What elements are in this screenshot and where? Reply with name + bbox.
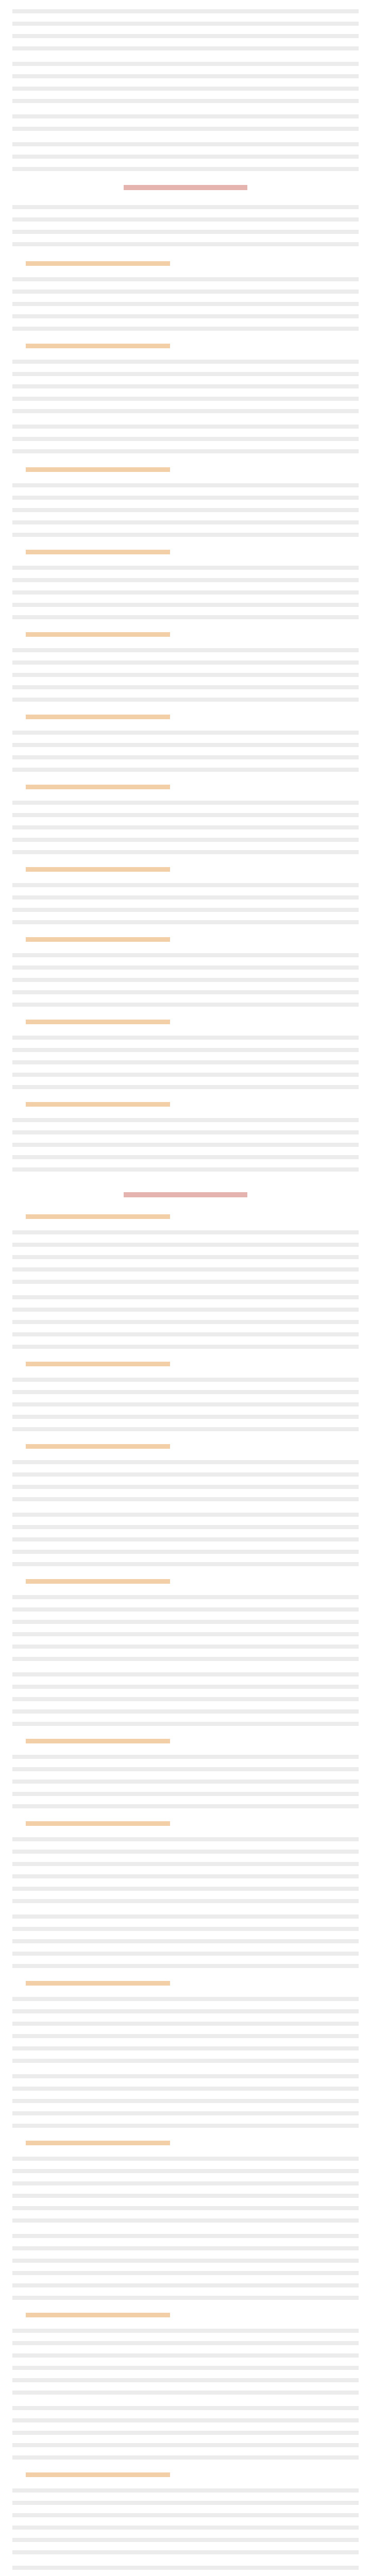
body-paragraph bbox=[12, 2402, 359, 2464]
body-paragraph bbox=[12, 562, 359, 623]
body-paragraph bbox=[12, 879, 359, 928]
sub-heading bbox=[12, 2309, 359, 2321]
sub-heading bbox=[12, 863, 359, 876]
body-paragraph bbox=[12, 644, 359, 706]
body-paragraph bbox=[12, 1993, 359, 2067]
body-paragraph bbox=[12, 726, 359, 776]
body-paragraph bbox=[12, 479, 359, 541]
body-paragraph bbox=[12, 1291, 359, 1353]
body-paragraph bbox=[12, 420, 359, 457]
body-paragraph bbox=[12, 1668, 359, 1730]
section-heading bbox=[0, 180, 371, 195]
body-paragraph bbox=[12, 2325, 359, 2399]
body-paragraph bbox=[12, 201, 359, 250]
sub-heading bbox=[12, 629, 359, 641]
sub-heading bbox=[12, 1735, 359, 1748]
intro-paragraph bbox=[12, 110, 359, 135]
sub-heading bbox=[12, 711, 359, 723]
body-paragraph bbox=[12, 2484, 359, 2558]
sub-heading bbox=[12, 781, 359, 793]
intro-paragraph bbox=[12, 138, 359, 175]
body-paragraph bbox=[12, 1114, 359, 1176]
body-paragraph bbox=[12, 1374, 359, 1435]
sub-heading bbox=[12, 1211, 359, 1223]
body-paragraph bbox=[12, 1226, 359, 1288]
body-paragraph bbox=[12, 2070, 359, 2132]
sub-heading bbox=[12, 934, 359, 946]
body-paragraph bbox=[12, 1031, 359, 1093]
body-paragraph bbox=[12, 1509, 359, 1570]
body-paragraph bbox=[12, 2230, 359, 2304]
sub-heading bbox=[12, 340, 359, 352]
sub-heading bbox=[12, 2469, 359, 2481]
body-paragraph bbox=[12, 796, 359, 858]
sub-heading bbox=[12, 546, 359, 558]
body-paragraph bbox=[12, 2153, 359, 2227]
body-paragraph bbox=[12, 1910, 359, 1972]
section-heading bbox=[0, 1188, 371, 1202]
sub-heading bbox=[12, 1818, 359, 1830]
sub-heading bbox=[12, 1575, 359, 1588]
sub-heading bbox=[12, 1440, 359, 1453]
body-paragraph bbox=[12, 1751, 359, 1812]
sub-heading bbox=[12, 2137, 359, 2149]
sub-heading bbox=[12, 464, 359, 476]
body-paragraph bbox=[12, 949, 359, 1011]
body-paragraph bbox=[12, 2562, 359, 2576]
sub-heading bbox=[12, 1358, 359, 1370]
body-paragraph bbox=[12, 1833, 359, 1907]
intro-paragraph bbox=[12, 58, 359, 107]
sub-heading bbox=[12, 1977, 359, 1990]
body-paragraph bbox=[12, 1591, 359, 1665]
sub-heading bbox=[12, 1016, 359, 1028]
body-paragraph bbox=[12, 1456, 359, 1505]
sub-heading bbox=[12, 258, 359, 270]
body-paragraph bbox=[12, 273, 359, 335]
sub-heading bbox=[12, 1098, 359, 1111]
intro-paragraph bbox=[12, 5, 359, 55]
body-paragraph bbox=[12, 355, 359, 417]
